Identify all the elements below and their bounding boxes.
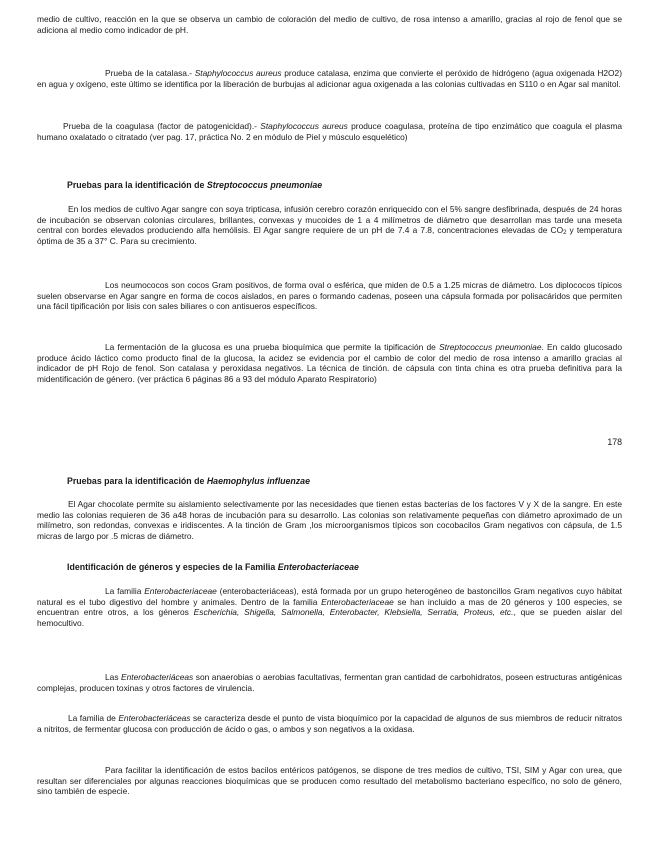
- paragraph-text: produce catalasa, enzima que convierte el peróxido de hidrógeno (agua oxigenada H2O2) en agua y oxígeno, este último se identifica por la liberación de burbujas al adicionar agua oxigenada a las colonias cultivadas en S110 o en Agar sal manitol.: [37, 68, 622, 89]
- section-heading-haemophilus: [67, 476, 310, 487]
- paragraph-text: y temperatura óptima de 35 a 37° C. Para su crecimiento.: [37, 225, 623, 246]
- paragraph-text: son anaerobias o aerobias facultativas, fermentan gran cantidad de carbohidratos, poseen estructuras antigénicas complejas, producen toxinas y otros factores de virulencia.: [37, 672, 622, 693]
- paragraph-text: Para facilitar la identificación de estos bacilos entéricos patógenos, se dispone de tres medios de cultivo, TSI, SIM y Agar con urea, que resultan ser diferenciales por algunas reacciones bioquímicas que se producen como resultado del metabolismo bacteriano específico, no solo de género, sino también de especie.: [37, 765, 622, 797]
- paragraph-culture-media-tsi-sim: [37, 765, 622, 797]
- species-name: Staphylococcus aureus: [194, 68, 282, 78]
- heading-text: Pruebas para la identificación de: [67, 476, 207, 486]
- genus-list: Escherichia, Shigella, Salmonella, Enterobacter, Klebsiella, Serratia, Proteus, etc.: [193, 607, 514, 618]
- paragraph-text: La fermentación de la glucosa es una prueba bioquímica que permite la tipificación de: [105, 342, 440, 352]
- paragraph-text: se caracteriza desde el punto de vista bioquímico por la capacidad de algunos de sus miembros de reducir nitratos a nitritos, de fermentar glucosa con producción de ácido o gas, o ambos y son negativos a la oxidasa.: [37, 713, 623, 734]
- family-name: Enterobacteriáceas: [121, 672, 194, 682]
- family-name: Enterobacteriaceae: [144, 586, 217, 596]
- family-name: Enterobacteriáceas: [118, 713, 191, 723]
- paragraph-text: Los neumococos son cocos Gram positivos, de forma oval o esférica, que miden de 0.5 a 1.25 micras de diámetro. Los diplococos típicos suelen observarse en Agar sangre en forma de cocos aislados, en pares o formando cadenas, poseen una cápsula formada por polisacáridos que permiten una fácil tipificación por lisis con sales biliares o con antisueros específicos.: [37, 280, 622, 312]
- catalase-test-label: Prueba de la catalasa.-: [105, 68, 195, 78]
- species-name: Haemophylus influenzae: [206, 476, 310, 486]
- paragraph-pneumococci-morphology: [37, 280, 622, 312]
- paragraph-streptococcus-culture: [37, 204, 622, 246]
- paragraph-enterobacteriaceae-properties: [37, 672, 622, 693]
- paragraph-text: (enterobacteriáceas), está formada por un grupo heterogéneo de bastoncillos Gram negativos cuyo hábitat natural es el tubo digestivo del hombre y animales. Dentro de la familia: [37, 586, 622, 607]
- paragraph-text: medio de cultivo, reacción en la que se observa un cambio de coloración del medio de cultivo, de rosa intenso a amarillo, gracias al rojo de fenol que se adiciona al medio como indicador de pH.: [37, 14, 622, 35]
- paragraph-text: . En caldo glucosado produce ácido láctico como producto final de la glucosa, la acidez se evidencia por el cambio de color del medio de rosa intenso a amarillo gracias al indicador de pH Rojo de fenol. Son catalasa y peroxidasa negativos. La técnica de tinción. de cápsula con tinta china es otra prueba definitiva para la midentificación de género. (ver práctica 6 páginas 86 a 93 del módulo Aparato Respiratorio): [37, 342, 622, 384]
- section-heading-enterobacteriaceae: [67, 562, 359, 573]
- heading-text: Identificación de géneros y especies de la Familia: [67, 562, 278, 572]
- family-name: Enterobacteriaceae: [321, 596, 394, 607]
- coagulase-test-label: Prueba de la coagulasa (factor de patogenicidad).-: [63, 121, 261, 131]
- paragraph-text: La familia: [105, 586, 145, 596]
- paragraph-chocolate-agar: [37, 499, 622, 541]
- species-name: Streptococcus pneumoniae: [439, 342, 542, 352]
- paragraph-culture-medium-intro: [37, 14, 622, 35]
- paragraph-text: se han incluido a mas de 20 géneros y 100 especies, se encuentran entre otros, a los géneros: [37, 596, 622, 618]
- paragraph-text: , que se pueden aislar del hemocultivo.: [37, 607, 622, 628]
- species-name: Staphylococcus aureus: [260, 121, 348, 131]
- paragraph-glucose-fermentation: [37, 342, 622, 384]
- paragraph-text: La familia de: [68, 713, 119, 723]
- page-number: 178: [607, 437, 622, 447]
- paragraph-enterobacteriaceae-family: [37, 586, 622, 628]
- heading-text: Pruebas para la identificación de: [67, 180, 207, 190]
- paragraph-enterobacteriaceae-biochemistry: [37, 713, 622, 734]
- paragraph-catalase-test: [37, 68, 622, 89]
- paragraph-coagulase-test: [37, 121, 622, 142]
- paragraph-text: El Agar chocolate permite su aislamiento selectivamente por las necesidades que tienen estas bacterias de los factores V y X de la sangre. En este medio las colonias requieren de 36 a48 horas de incubación para su desarrollo. Las colonias son relativamente pequeñas con diámetro aproximado de un milímetro, son redondas, convexas e iridiscentes. A la tinción de Gram ,los microorganismos típicos son cocobacilos Gram negativos con cápsula, de 1.5 micras de largo por .5 micras de diámetro.: [37, 499, 622, 541]
- section-heading-streptococcus: [67, 180, 322, 191]
- species-name: Streptococcus pneumoniae: [206, 180, 323, 190]
- family-name: Enterobacteriaceae: [277, 562, 359, 572]
- paragraph-text: produce coagulasa, proteína de tipo enzimático que coagula el plasma humano oxalatado o citratado (ver pag. 17, práctica No. 2 en módulo de Piel y músculo esquelético): [37, 121, 623, 142]
- paragraph-text: Las: [105, 672, 122, 682]
- subscript: 2: [563, 230, 567, 237]
- paragraph-text: En los medios de cultivo Agar sangre con soya tripticasa, infusión cerebro corazón enriquecido con el 5% sangre desfibrinada, después de 24 horas de incubación se observan colonias circulares, brillantes, convexas y mucoides de 1 a 4 milímetros de diámetro que desarrollan mas tarde una meseta central con bordes elevados produciendo alfa hemólisis. El Agar sangre requiere de un pH de 7.4 a 7.8, concentraciones elevadas de CO: [37, 204, 622, 236]
